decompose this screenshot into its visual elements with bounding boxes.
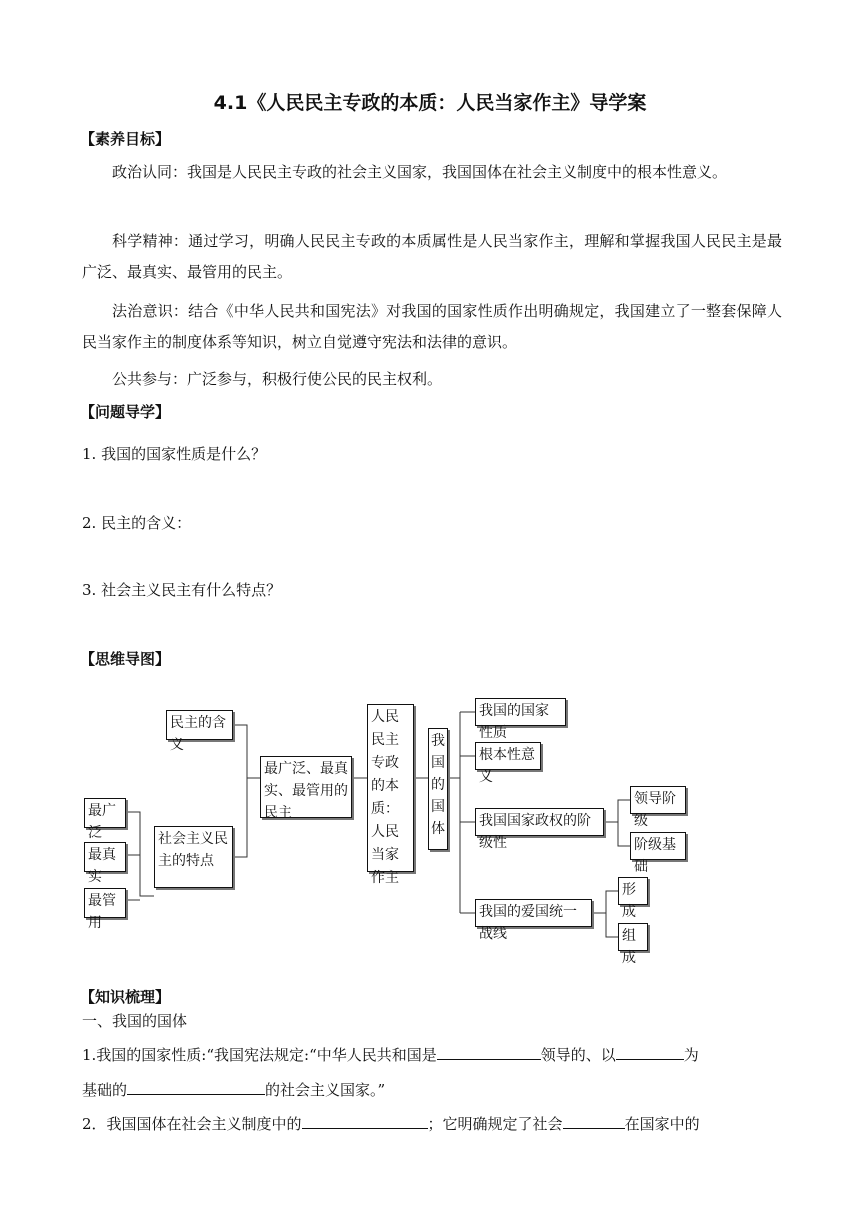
- mind-map: [0, 690, 860, 966]
- section-questions: 【问题导学】: [80, 403, 171, 421]
- node-socialist-features: 社会主义民主的特点: [154, 826, 233, 888]
- node-broadest: 最广泛: [84, 798, 126, 828]
- knowledge-line-1: [82, 1042, 699, 1065]
- node-class-nature: 我国国家政权的阶级性: [475, 808, 604, 836]
- node-class-base: 阶级基础: [630, 832, 686, 860]
- knowledge-1-b: 领导的、以: [540, 1046, 616, 1064]
- knowledge-1-e: 的社会主义国家。”: [265, 1081, 386, 1099]
- node-united-front: 我国的爱国统一战线: [475, 899, 592, 927]
- node-nature: 我国的国家性质: [475, 698, 566, 726]
- node-truest: 最真实: [84, 842, 126, 872]
- blank-5[interactable]: [563, 1111, 625, 1129]
- node-formation: 形成: [618, 877, 648, 905]
- node-democracy-meaning: 民主的含义: [166, 710, 233, 740]
- node-leading-class: 领导阶级: [630, 786, 686, 814]
- knowledge-1-c: 为: [683, 1046, 699, 1064]
- question-1: 1. 我国的国家性质是什么？: [82, 445, 267, 463]
- knowledge-1-d: 基础的: [82, 1081, 128, 1099]
- node-state-system: 我国的国体: [428, 728, 448, 850]
- question-2: 2. 民主的含义：: [82, 514, 192, 532]
- question-3: 3. 社会主义民主有什么特点？: [82, 581, 282, 599]
- goal-law: 法治意识：结合《中华人民共和国宪法》对我国的国家性质作出明确规定，我国建立了一整套保障人民当家作主的制度体系等知识，树立自觉遵守宪法和法律的意识。: [82, 302, 782, 351]
- blank-2[interactable]: [616, 1042, 684, 1060]
- knowledge-2-a: 2．我国国体在社会主义制度中的: [82, 1115, 302, 1133]
- blank-3[interactable]: [127, 1077, 265, 1095]
- node-composition: 组成: [618, 923, 648, 951]
- blank-4[interactable]: [302, 1111, 428, 1129]
- knowledge-2-b: ；它明确规定了社会: [427, 1115, 563, 1133]
- knowledge-heading: 一、我国的国体: [82, 1012, 188, 1030]
- section-mindmap: 【思维导图】: [80, 650, 171, 668]
- knowledge-line-3: [82, 1111, 700, 1134]
- blank-1[interactable]: [437, 1042, 541, 1060]
- knowledge-1-a: 1.我国的国家性质:“我国宪法规定:“中华人民共和国是: [82, 1046, 437, 1064]
- node-summary: 最广泛、最真实、最管用的民主: [260, 756, 352, 818]
- section-knowledge: 【知识梳理】: [80, 988, 171, 1006]
- goal-participation: 公共参与：广泛参与，积极行使公民的民主权利。: [112, 370, 443, 388]
- node-most-useful: 最管用: [84, 888, 126, 918]
- page-title: 4.1《人民民主专政的本质：人民当家作主》导学案: [213, 92, 647, 114]
- knowledge-line-2: [82, 1077, 385, 1100]
- knowledge-2-c: 在国家中的: [624, 1115, 700, 1133]
- node-significance: 根本性意义: [475, 742, 541, 770]
- section-goals: 【素养目标】: [80, 130, 171, 148]
- goal-political: 政治认同：我国是人民民主专政的社会主义国家，我国国体在社会主义制度中的根本性意义。: [112, 163, 728, 181]
- node-essence: 人民民主专政的本质：人民当家作主: [367, 704, 414, 872]
- goal-science: 科学精神：通过学习，明确人民民主专政的本质属性是人民当家作主，理解和掌握我国人民民主是最广泛、最真实、最管用的民主。: [82, 232, 782, 281]
